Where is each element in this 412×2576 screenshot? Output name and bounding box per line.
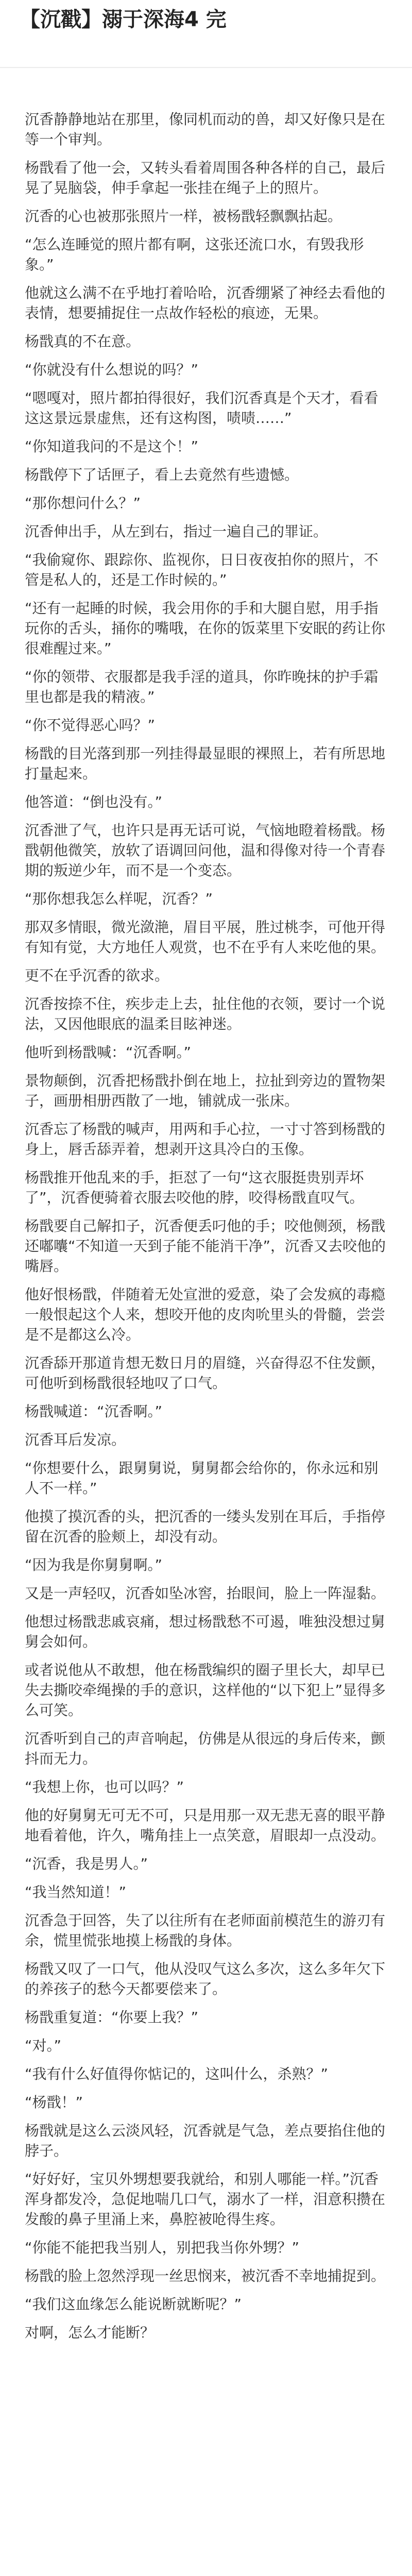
paragraph: 杨戬停下了话匣子，看上去竟然有些遗憾。 — [25, 466, 299, 483]
paragraph: “我有什么好值得你惦记的，这叫什么，杀熟？” — [25, 2065, 329, 2082]
paragraph: “还有一起睡的时候，我会用你的手和大腿自慰，用手指玩你的舌头，捅你的嘴哦，在你的饭菜里下安眠的药让你很难醒过来。” — [25, 600, 386, 657]
paragraph: 他听到杨戬喊：“沉香啊。” — [25, 1044, 192, 1061]
paragraph: 沉香急于回答，失了以往所有在老师面前模范生的游刃有余，慌里慌张地摸上杨戬的身体。 — [25, 1912, 386, 1949]
paragraph: 沉香忘了杨戬的喊声，用两和手心拉，一寸寸答到杨戬的身上，唇舌舔弄着，想剥开这具冷白的玉像。 — [25, 1121, 386, 1158]
paragraph: 他的好舅舅无可无不可，只是用那一双无悲无喜的眼平静地看着他，许久，嘴角挂上一点笑意，眉眼却一点没动。 — [25, 1807, 386, 1844]
paragraph: “嗯嘎对，照片都拍得很好，我们沉香真是个天才，看看这这景远景虚焦，还有这构图，啧啧……” — [25, 389, 379, 427]
paragraph: “我们这血缘怎么能说断就断呢？” — [25, 2296, 242, 2313]
paragraph: “我偷窥你、跟踪你、监视你，日日夜夜拍你的照片，不管是私人的，还是工作时候的。” — [25, 551, 379, 588]
paragraph: “杨戬！” — [25, 2094, 83, 2111]
paragraph: 杨戬喊道：“沉香啊。” — [25, 1403, 163, 1420]
paragraph: 沉香按捺不住，疾步走上去，扯住他的衣领，要讨一个说法，又因他眼底的温柔目眩神迷。 — [25, 995, 386, 1032]
paragraph: 沉香的心也被那张照片一样，被杨戬轻飘飘拈起。 — [25, 208, 342, 225]
paragraph: 杨戬重复道：“你要上我？” — [25, 2009, 199, 2026]
paragraph: 杨戬真的不在意。 — [25, 333, 141, 350]
paragraph: “你的领带、衣服都是我手淫的道具，你昨晚抹的护手霜里也都是我的精液。” — [25, 668, 379, 705]
paragraph: 他答道：“倒也没有。” — [25, 793, 163, 810]
paragraph: 杨戬又叹了一口气，他从没叹气这么多次，这么多年欠下的养孩子的愁今天都要偿来了。 — [25, 1960, 386, 1997]
paragraph: “对。” — [25, 2037, 62, 2054]
paragraph: 他好恨杨戬，伴随着无处宣泄的爱意，染了会发疯的毒瘾一般恨起这个人来，想咬开他的皮肉吮里头的骨髓，尝尝是不是都这么冷。 — [25, 1286, 386, 1343]
paragraph: 杨戬推开他乱来的手，拒怼了一句“这衣服挺贵别弄坏了”，沉香便骑着衣服去咬他的脖，咬得杨戬直叹气。 — [25, 1169, 364, 1206]
paragraph: 杨戬就是这么云淡风轻，沉香就是气急，差点要掐住他的脖子。 — [25, 2122, 386, 2159]
paragraph: 沉香伸出手，从左到右，指过一遍自己的罪证。 — [25, 523, 328, 540]
paragraph: 沉香泄了气，也许只是再无话可说，气恼地瞪着杨戬。杨戬朝他微笑，放软了语调回问他，温和得像对待一个青春期的叛逆少年，而不是一个变态。 — [25, 822, 386, 879]
paragraph: 沉香舔开那道肯想无数日月的眉缝，兴奋得忍不住发颤，可他听到杨戬很轻地叹了口气。 — [25, 1354, 386, 1392]
paragraph: 杨戬的脸上忽然浮现一丝思悯来，被沉香不幸地捕捉到。 — [25, 2267, 386, 2284]
paragraph: 沉香耳后发凉。 — [25, 1431, 126, 1448]
paragraph: 他摸了摸沉香的头，把沉香的一缕头发别在耳后，手指停留在沉香的脸颊上，却没有动。 — [25, 1508, 386, 1545]
paragraph: 或者说他从不敢想，他在杨戬编织的圈子里长大，却早已失去撕咬牵绳操的手的意识，这样他的“以下犯上”显得多么可笑。 — [25, 1662, 386, 1719]
paragraph: “怎么连睡觉的照片都有啊，这张还流口水，有毁我形象。” — [25, 236, 364, 273]
paragraph: “沉香，我是男人。” — [25, 1855, 148, 1872]
paragraph: 沉香静静地站在那里，像同机而动的兽，却又好像只是在等一个审判。 — [25, 111, 386, 148]
paragraph: “那你想我怎么样呢，沉香？” — [25, 890, 213, 907]
paragraph: 他想过杨戬悲戚哀痛，想过杨戬愁不可遏，唯独没想过舅舅会如何。 — [25, 1613, 386, 1650]
page-title: 【沉戳】溺于深海4 完 — [20, 8, 227, 31]
paragraph: “我想上你，也可以吗？” — [25, 1778, 184, 1795]
paragraph: “你就没有什么想说的吗？” — [25, 361, 199, 378]
paragraph: 沉香听到自己的声音响起，仿佛是从很远的身后传来，颤抖而无力。 — [25, 1730, 386, 1767]
paragraph: “你知道我问的不是这个！” — [25, 438, 199, 455]
paragraph: 杨戬看了他一会，又转头看着周围各种各样的自己，最后晃了晃脑袋，伸手拿起一张挂在绳子上的照片。 — [25, 159, 386, 196]
paragraph: “我当然知道！” — [25, 1884, 127, 1901]
paragraph: “那你想问什么？” — [25, 495, 141, 512]
paragraph: 景物颠倒，沉香把杨戬扑倒在地上，拉扯到旁边的置物架子，画册相册西散了一地，铺就成一张床。 — [25, 1072, 386, 1109]
paragraph: “你能不能把我当别人，别把我当你外甥？” — [25, 2239, 300, 2256]
paragraph: 那双多情眼，微光潋滟，眉目平展，胜过桃李，可他开得有知有觉，大方地任人观赏，也不在乎有人来吃他的果。 — [25, 919, 386, 956]
paragraph: “因为我是你舅舅啊。” — [25, 1556, 163, 1573]
paragraph: 更不在乎沉香的欲求。 — [25, 967, 169, 984]
header — [0, 0, 412, 39]
paragraph: “好好好，宝贝外甥想要我就给，和别人哪能一样。”沉香浑身都发冷，急促地喘几口气，溺水了一样，泪意积攒在发酸的鼻子里涌上来，鼻腔被呛得生疼。 — [25, 2171, 386, 2228]
paragraph: 对啊，怎么才能断？ — [25, 2324, 155, 2341]
article-body — [0, 68, 412, 2343]
paragraph: “你不觉得恶心吗？” — [25, 717, 156, 734]
paragraph: 又是一声轻叹，沉香如坠冰窖，抬眼间，脸上一阵湿黏。 — [25, 1585, 386, 1602]
paragraph: 杨戬的目光落到那一列挂得最显眼的裸照上，若有所思地打量起来。 — [25, 745, 386, 782]
paragraph: “你想要什么，跟舅舅说，舅舅都会给你的，你永远和别人不一样。” — [25, 1460, 379, 1497]
paragraph: 杨戬要自己解扣子，沉香便丢叼他的手；咬他侧颈，杨戬还嘟囔“不知道一天到子能不能消干净”，沉香又去咬他的嘴唇。 — [25, 1217, 386, 1275]
paragraph: 他就这么满不在乎地打着哈哈，沉香绷紧了神经去看他的表情，想要捕捉住一点故作轻松的痕迹，无果。 — [25, 284, 386, 321]
